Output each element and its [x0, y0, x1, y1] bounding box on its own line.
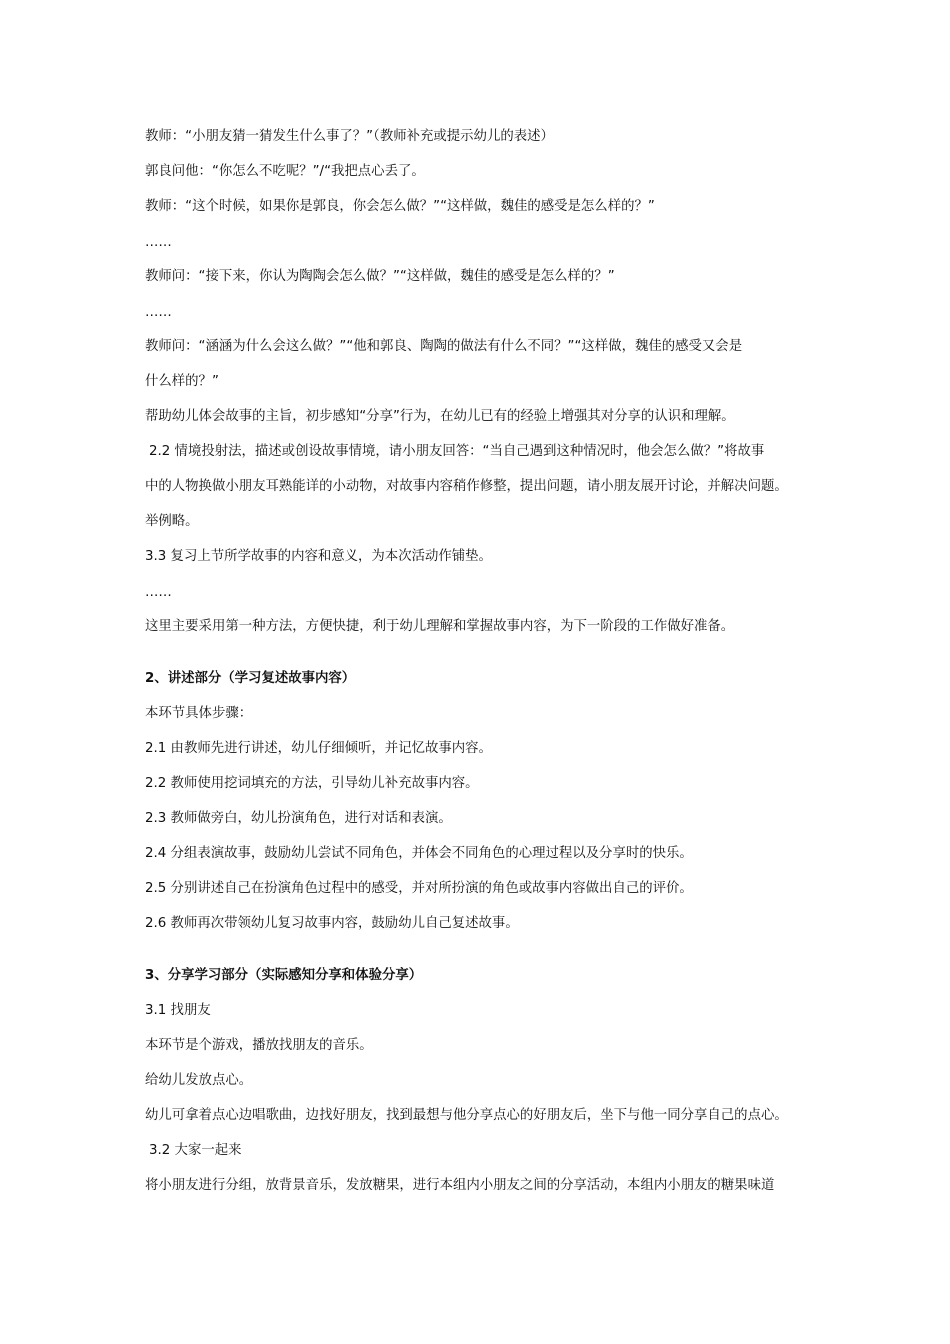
- text-line: 举例略。: [145, 514, 199, 529]
- text-line: 本环节是个游戏，播放找朋友的音乐。: [145, 1038, 373, 1053]
- ellipsis-line: ……: [145, 585, 172, 600]
- text-line: 3.2 大家一起来: [149, 1143, 242, 1158]
- text-line: 2.6 教师再次带领幼儿复习故事内容，鼓励幼儿自己复述故事。: [145, 916, 519, 931]
- text-line: 教师：“小朋友猜一猜发生什么事了？”（教师补充或提示幼儿的表述）: [145, 129, 554, 144]
- text-line: 教师问：“接下来，你认为陶陶会怎么做？”“这样做，魏佳的感受是怎么样的？”: [145, 269, 615, 284]
- text-line: 教师：“这个时候，如果你是郭良，你会怎么做？”“这样做，魏佳的感受是怎么样的？”: [145, 199, 655, 214]
- text-line: 3.3 复习上节所学故事的内容和意义，为本次活动作铺垫。: [145, 549, 492, 564]
- text-line: 3.1 找朋友: [145, 1003, 211, 1018]
- text-line: 什么样的？”: [145, 374, 219, 389]
- text-line: 2.5 分别讲述自己在扮演角色过程中的感受，并对所扮演的角色或故事内容做出自己的评价。: [145, 881, 693, 896]
- text-line: 这里主要采用第一种方法，方便快捷，利于幼儿理解和掌握故事内容，为下一阶段的工作做好准备。: [145, 619, 735, 634]
- text-line: 2.2 情境投射法，描述或创设故事情境，请小朋友回答：“当自己遇到这种情况时，他会怎么做？”将故事: [149, 444, 765, 459]
- text-line: 帮助幼儿体会故事的主旨，初步感知“分享”行为，在幼儿已有的经验上增强其对分享的认识和理解。: [145, 409, 735, 424]
- text-line: 给幼儿发放点心。: [145, 1073, 253, 1088]
- text-line: 郭良问他：“你怎么不吃呢？”/“我把点心丢了。: [145, 164, 425, 179]
- text-line: 幼儿可拿着点心边唱歌曲，边找好朋友，找到最想与他分享点心的好朋友后，坐下与他一同分享自己的点心。: [145, 1108, 788, 1123]
- text-line: 2.1 由教师先进行讲述，幼儿仔细倾听，并记忆故事内容。: [145, 741, 492, 756]
- text-line: 本环节具体步骤：: [145, 706, 253, 721]
- text-line: 2.2 教师使用挖词填充的方法，引导幼儿补充故事内容。: [145, 776, 479, 791]
- text-line: 将小朋友进行分组，放背景音乐，发放糖果，进行本组内小朋友之间的分享活动，本组内小朋友的糖果味道: [145, 1178, 775, 1193]
- section-heading: 3、分享学习部分（实际感知分享和体验分享）: [145, 968, 423, 983]
- text-line: 中的人物换做小朋友耳熟能详的小动物，对故事内容稍作修整，提出问题，请小朋友展开讨论，并解决问题。: [145, 479, 788, 494]
- ellipsis-line: ……: [145, 305, 172, 320]
- text-line: 2.4 分组表演故事，鼓励幼儿尝试不同角色，并体会不同角色的心理过程以及分享时的快乐。: [145, 846, 693, 861]
- document-page: [145, 0, 825, 1344]
- ellipsis-line: ……: [145, 235, 172, 250]
- section-heading: 2、讲述部分（学习复述故事内容）: [145, 671, 356, 686]
- text-line: 2.3 教师做旁白，幼儿扮演角色，进行对话和表演。: [145, 811, 452, 826]
- text-line: 教师问：“涵涵为什么会这么做？”“他和郭良、陶陶的做法有什么不同？”“这样做，魏佳的感受又会是: [145, 339, 743, 354]
